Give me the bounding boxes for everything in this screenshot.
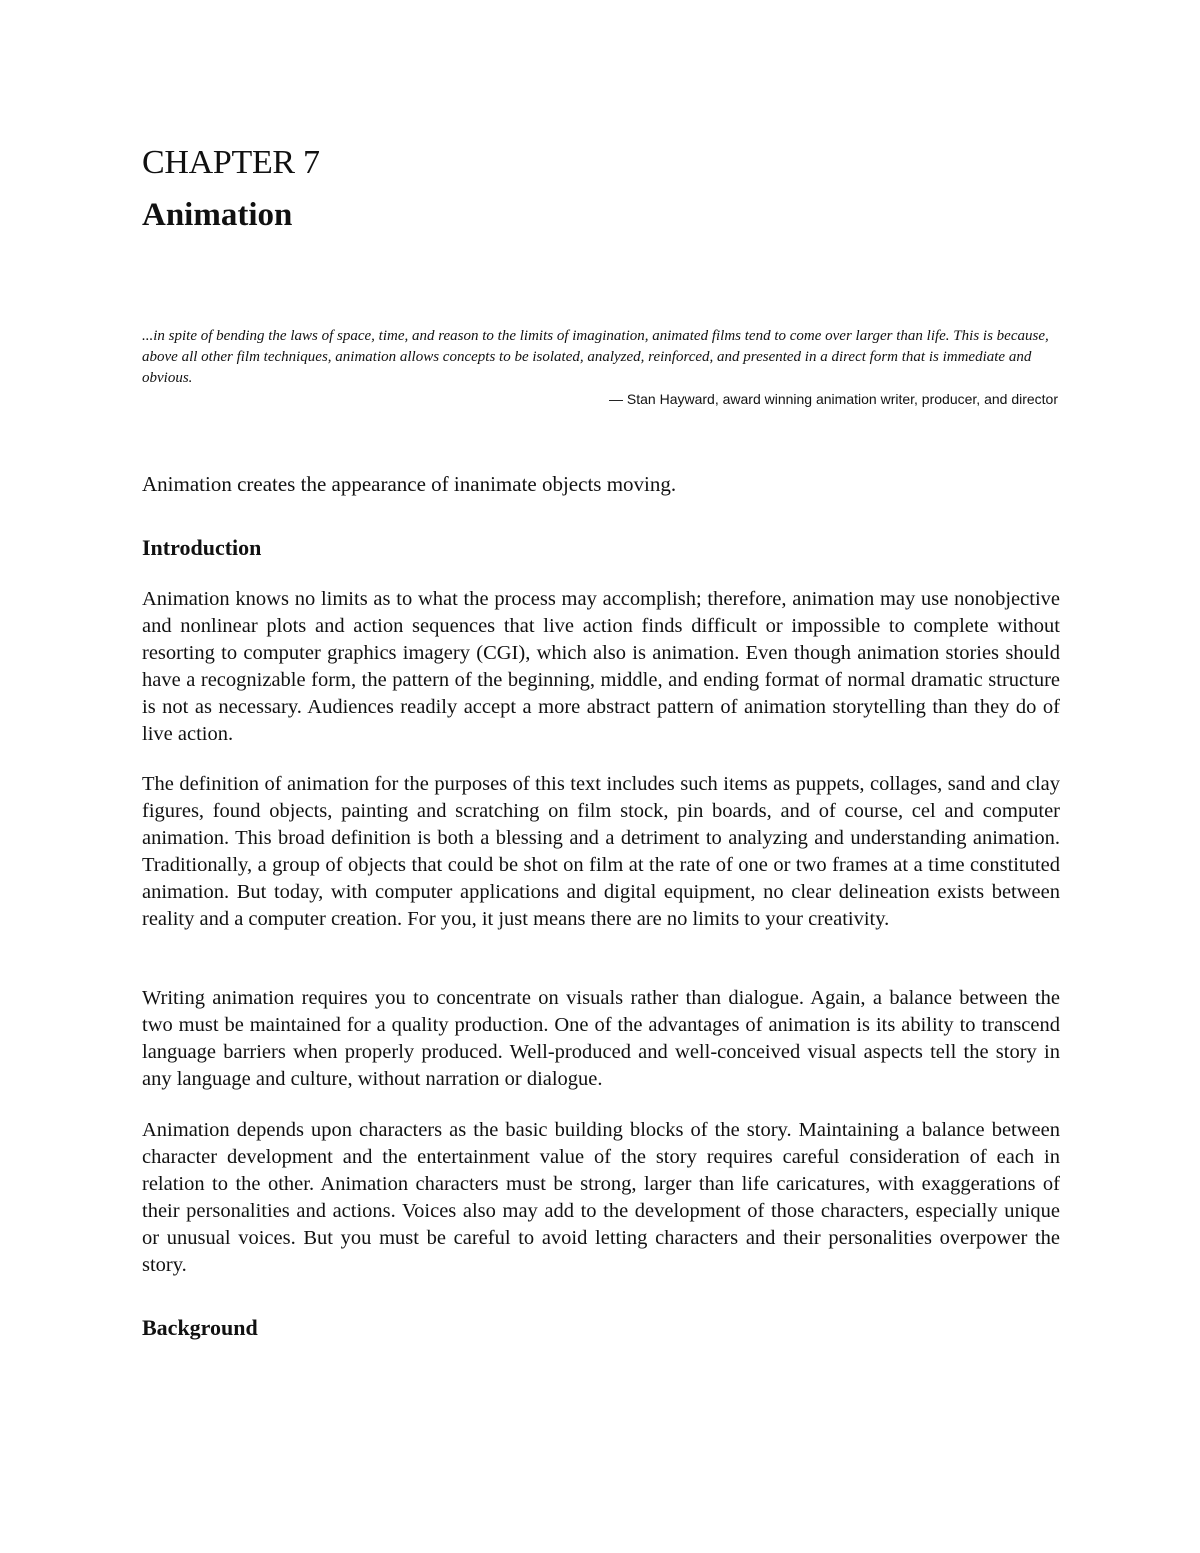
- epigraph-attribution: — Stan Hayward, award winning animation writer, producer, and director: [609, 391, 1058, 407]
- epigraph: [142, 326, 1062, 410]
- paragraph: Writing animation requires you to concentrate on visuals rather than dialogue. Again, a balance between the two must be maintained for a quality production. One of the advantages of animation is its ability to transcend language barriers when properly produced. Well-produced and well-conceived visual aspects tell the story in any language and culture, without narration or dialogue.: [142, 987, 1060, 1090]
- paragraph: Animation knows no limits as to what the process may accomplish; therefore, animation may use nonobjective and nonlinear plots and action sequences that live action finds difficult or impossible to complete without resorting to computer graphics imagery (CGI), which also is animation. Even though animation stories should have a recognizable form, the pattern of the beginning, middle, and ending format of normal dramatic structure is not as necessary. Audiences readily accept a more abstract pattern of animation storytelling than they do of live action.: [142, 588, 1060, 745]
- section-heading-background: Background: [142, 1315, 258, 1340]
- chapter-label: CHAPTER 7: [142, 144, 320, 181]
- epigraph-quote: ...in spite of bending the laws of space, time, and reason to the limits of imagination, animated films tend to come over larger than life. This is because, above all other film techniques, animation allows concepts to be isolated, analyzed, reinforced, and presented in a direct form that is immediate and obvious.: [142, 328, 1049, 386]
- lead-sentence: Animation creates the appearance of inanimate objects moving.: [142, 472, 677, 496]
- chapter-title: Animation: [142, 197, 293, 233]
- paragraph: Animation depends upon characters as the basic building blocks of the story. Maintaining a balance between character development and the entertainment value of the story requires careful consideration of each in relation to the other. Animation characters must be strong, larger than life caricatures, with exaggerations of their personalities and actions. Voices also may add to the development of those characters, especially unique or unusual voices. But you must be careful to avoid letting characters and their personalities overpower the story.: [142, 1119, 1060, 1276]
- section-heading-introduction: Introduction: [142, 535, 262, 560]
- paragraph: The definition of animation for the purposes of this text includes such items as puppets, collages, sand and clay figures, found objects, painting and scratching on film stock, pin boards, and of course, cel and computer animation. This broad definition is both a blessing and a detriment to analyzing and understanding animation. Traditionally, a group of objects that could be shot on film at the rate of one or two frames at a time constituted animation. But today, with computer applications and digital equipment, no clear delineation exists between reality and a computer creation. For you, it just means there are no limits to your creativity.: [142, 773, 1060, 930]
